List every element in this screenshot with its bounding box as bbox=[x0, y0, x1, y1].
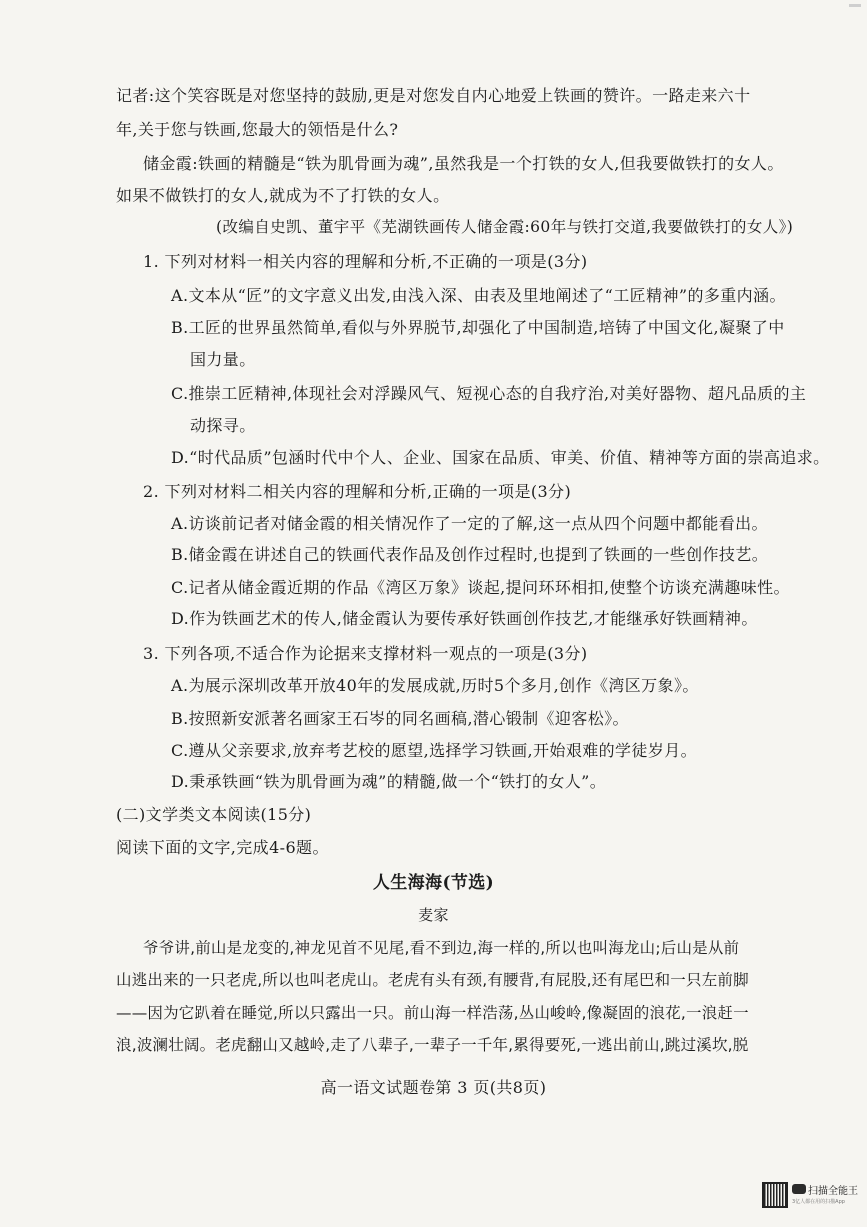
question-3-option-b: B.按照新安派著名画家王石岑的同名画稿,潜心锻制《迎客松》。 bbox=[171, 709, 629, 728]
question-1-stem: 1. 下列对材料一相关内容的理解和分析,不正确的一项是(3分) bbox=[143, 252, 588, 271]
interview-line-3: 储金霞:铁画的精髓是“铁为肌骨画为魂”,虽然我是一个打铁的女人,但我要做铁打的女人。 bbox=[143, 154, 784, 173]
source-citation: (改编自史凯、董宇平《芜湖铁画传人储金霞:60年与铁打交道,我要做铁打的女人》) bbox=[216, 218, 794, 236]
question-1-option-a: A.文本从“匠”的文字意义出发,由浅入深、由表及里地阐述了“工匠精神”的多重内涵。 bbox=[171, 286, 786, 305]
story-line-4: 浪,波澜壮阔。老虎翻山又越岭,走了八辈子,一辈子一千年,累得要死,一逃出前山,跳过溪坎,脱 bbox=[116, 1036, 749, 1054]
question-2-option-b: B.储金霞在讲述自己的铁画代表作品及创作过程时,也提到了铁画的一些创作技艺。 bbox=[171, 545, 769, 564]
question-2-option-d: D.作为铁画艺术的传人,储金霞认为要传承好铁画创作技艺,才能继承好铁画精神。 bbox=[171, 609, 758, 628]
story-line-2: 山逃出来的一只老虎,所以也叫老虎山。老虎有头有颈,有腰背,有屁股,还有尾巴和一只左前脚 bbox=[116, 971, 749, 989]
story-line-3: ——因为它趴着在睡觉,所以只露出一只。前山海一样浩荡,丛山峻岭,像凝固的浪花,一浪赶一 bbox=[116, 1004, 749, 1022]
story-author: 麦家 bbox=[418, 906, 449, 924]
watermark-subtitle: 3亿人都在用的扫描App bbox=[792, 1199, 845, 1205]
section-instruction: 阅读下面的文字,完成4-6题。 bbox=[116, 838, 329, 857]
interview-line-1: 记者:这个笑容既是对您坚持的鼓励,更是对您发自内心地爱上铁画的赞许。一路走来六十 bbox=[116, 86, 751, 105]
question-3-option-a: A.为展示深圳改革开放40年的发展成就,历时5个多月,创作《湾区万象》。 bbox=[171, 676, 699, 695]
question-1-option-c-cont: 动探寻。 bbox=[190, 416, 256, 435]
question-2-stem: 2. 下列对材料二相关内容的理解和分析,正确的一项是(3分) bbox=[143, 482, 572, 501]
story-line-1: 爷爷讲,前山是龙变的,神龙见首不见尾,看不到边,海一样的,所以也叫海龙山;后山是从前 bbox=[143, 939, 740, 957]
question-2-option-a: A.访谈前记者对储金霞的相关情况作了一定的了解,这一点从四个问题中都能看出。 bbox=[171, 514, 768, 533]
interview-line-2: 年,关于您与铁画,您最大的领悟是什么? bbox=[116, 120, 399, 139]
question-3-option-c: C.遵从父亲要求,放弃考艺校的愿望,选择学习铁画,开始艰难的学徒岁月。 bbox=[171, 741, 698, 760]
question-1-option-c: C.推崇工匠精神,体现社会对浮躁风气、短视心态的自我疗治,对美好器物、超凡品质的主 bbox=[171, 384, 807, 403]
page-footer: 高一语文试题卷第 3 页(共8页) bbox=[320, 1078, 547, 1097]
question-3-option-d: D.秉承铁画“铁为肌骨画为魂”的精髓,做一个“铁打的女人”。 bbox=[171, 772, 607, 791]
corner-mark bbox=[849, 4, 861, 7]
question-1-option-d: D.“时代品质”包涵时代中个人、企业、国家在品质、审美、价值、精神等方面的崇高追求。 bbox=[171, 448, 830, 467]
section-heading: (二)文学类文本阅读(15分) bbox=[116, 805, 312, 824]
qr-code-icon bbox=[762, 1182, 788, 1208]
interview-line-4: 如果不做铁打的女人,就成为不了打铁的女人。 bbox=[116, 186, 450, 205]
question-3-stem: 3. 下列各项,不适合作为论据来支撑材料一观点的一项是(3分) bbox=[143, 644, 588, 663]
question-1-option-b-cont: 国力量。 bbox=[190, 350, 256, 369]
question-1-option-b: B.工匠的世界虽然简单,看似与外界脱节,却强化了中国制造,培铸了中国文化,凝聚了中 bbox=[171, 318, 785, 337]
story-title: 人生海海(节选) bbox=[372, 873, 495, 893]
watermark-title: 扫描全能王 bbox=[808, 1186, 858, 1197]
scanner-logo-icon bbox=[792, 1184, 806, 1194]
question-2-option-c: C.记者从储金霞近期的作品《湾区万象》谈起,提问环环相扣,使整个访谈充满趣味性。 bbox=[171, 578, 790, 597]
